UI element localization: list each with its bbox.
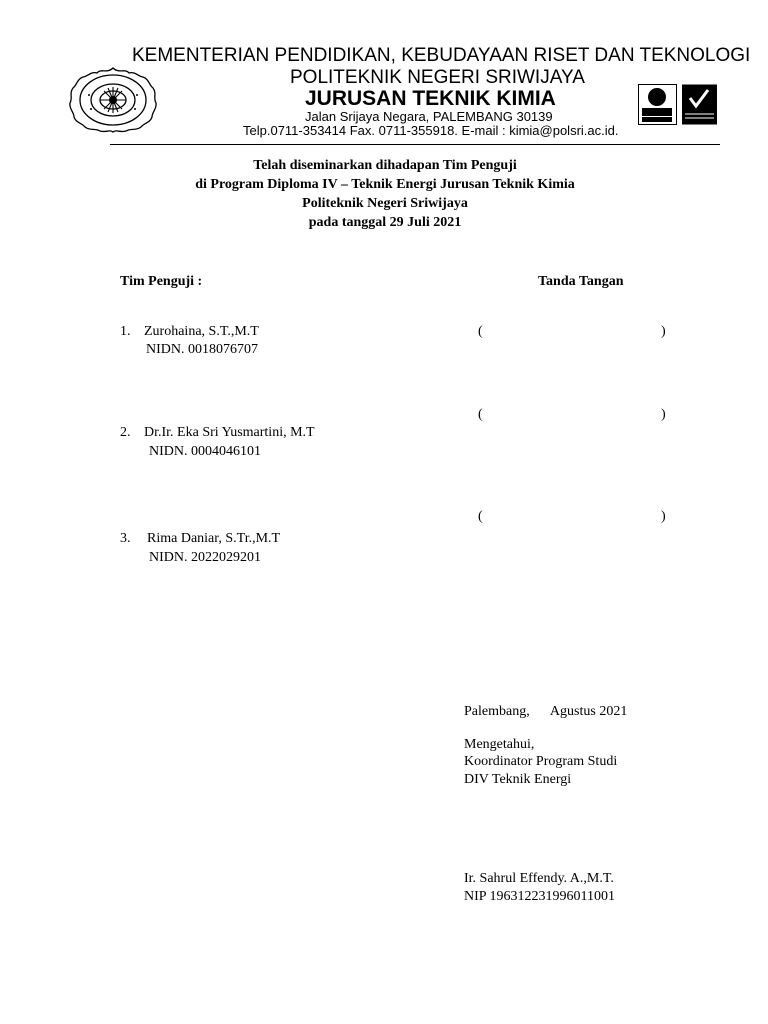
coordinator-role: Koordinator Program Studi xyxy=(464,754,618,769)
ministry-name: KEMENTERIAN PENDIDIKAN, KEBUDAYAAN RISET DAN TEKNOLOGI xyxy=(132,45,751,66)
institution-contact: Telp.0711-353414 Fax. 0711-355918. E-mail : kimia@polsri.ac.id. xyxy=(243,123,619,138)
signer-nip: NIP 196312231996011001 xyxy=(464,889,616,904)
examiner-1-signature-open: ( xyxy=(478,324,483,339)
examiner-3-nidn: NIDN. 2022029201 xyxy=(149,550,261,565)
statement-line-3: Politeknik Negeri Sriwijaya xyxy=(302,196,468,211)
statement-line-1: Telah diseminarkan dihadapan Tim Penguji xyxy=(253,158,517,173)
examiner-1-nidn: NIDN. 0018076707 xyxy=(146,342,258,357)
examiner-1-signature-close: ) xyxy=(661,324,666,339)
seminar-statement xyxy=(100,156,670,232)
department-name: JURUSAN TEKNIK KIMIA xyxy=(305,87,556,110)
examiner-2-number: 2. xyxy=(120,425,131,440)
examiner-2-signature-open: ( xyxy=(478,407,483,422)
iso-certification-badge xyxy=(638,84,718,126)
examiner-1-name: Zurohaina, S.T.,M.T xyxy=(144,324,259,339)
statement-line-2: di Program Diploma IV – Teknik Energi Jurusan Teknik Kimia xyxy=(195,177,575,192)
examiner-3-number: 3. xyxy=(120,531,131,546)
letterhead-divider xyxy=(110,144,720,145)
examiner-2-nidn: NIDN. 0004046101 xyxy=(149,444,261,459)
institution-address: Jalan Srijaya Negara, PALEMBANG 30139 xyxy=(305,109,553,124)
polsri-seal-logo xyxy=(67,65,159,135)
signer-name: Ir. Sahrul Effendy. A.,M.T. xyxy=(464,871,614,886)
examiner-1-number: 1. xyxy=(120,324,131,339)
institution-name: POLITEKNIK NEGERI SRIWIJAYA xyxy=(290,67,585,88)
examiner-3-name: Rima Daniar, S.Tr.,M.T xyxy=(147,531,281,546)
statement-line-4: pada tanggal 29 Juli 2021 xyxy=(308,215,462,230)
examiner-2-name: Dr.Ir. Eka Sri Yusmartini, M.T xyxy=(144,425,315,440)
acknowledged-label: Mengetahui, xyxy=(464,737,535,752)
place-date: Palembang, Agustus 2021 xyxy=(464,704,628,719)
examiner-3-signature-close: ) xyxy=(661,509,666,524)
examiner-2-signature-close: ) xyxy=(661,407,666,422)
examiner-team-heading: Tim Penguji : xyxy=(120,274,203,289)
study-program: DIV Teknik Energi xyxy=(464,772,572,787)
examiner-3-signature-open: ( xyxy=(478,509,483,524)
signature-heading: Tanda Tangan xyxy=(538,274,624,289)
